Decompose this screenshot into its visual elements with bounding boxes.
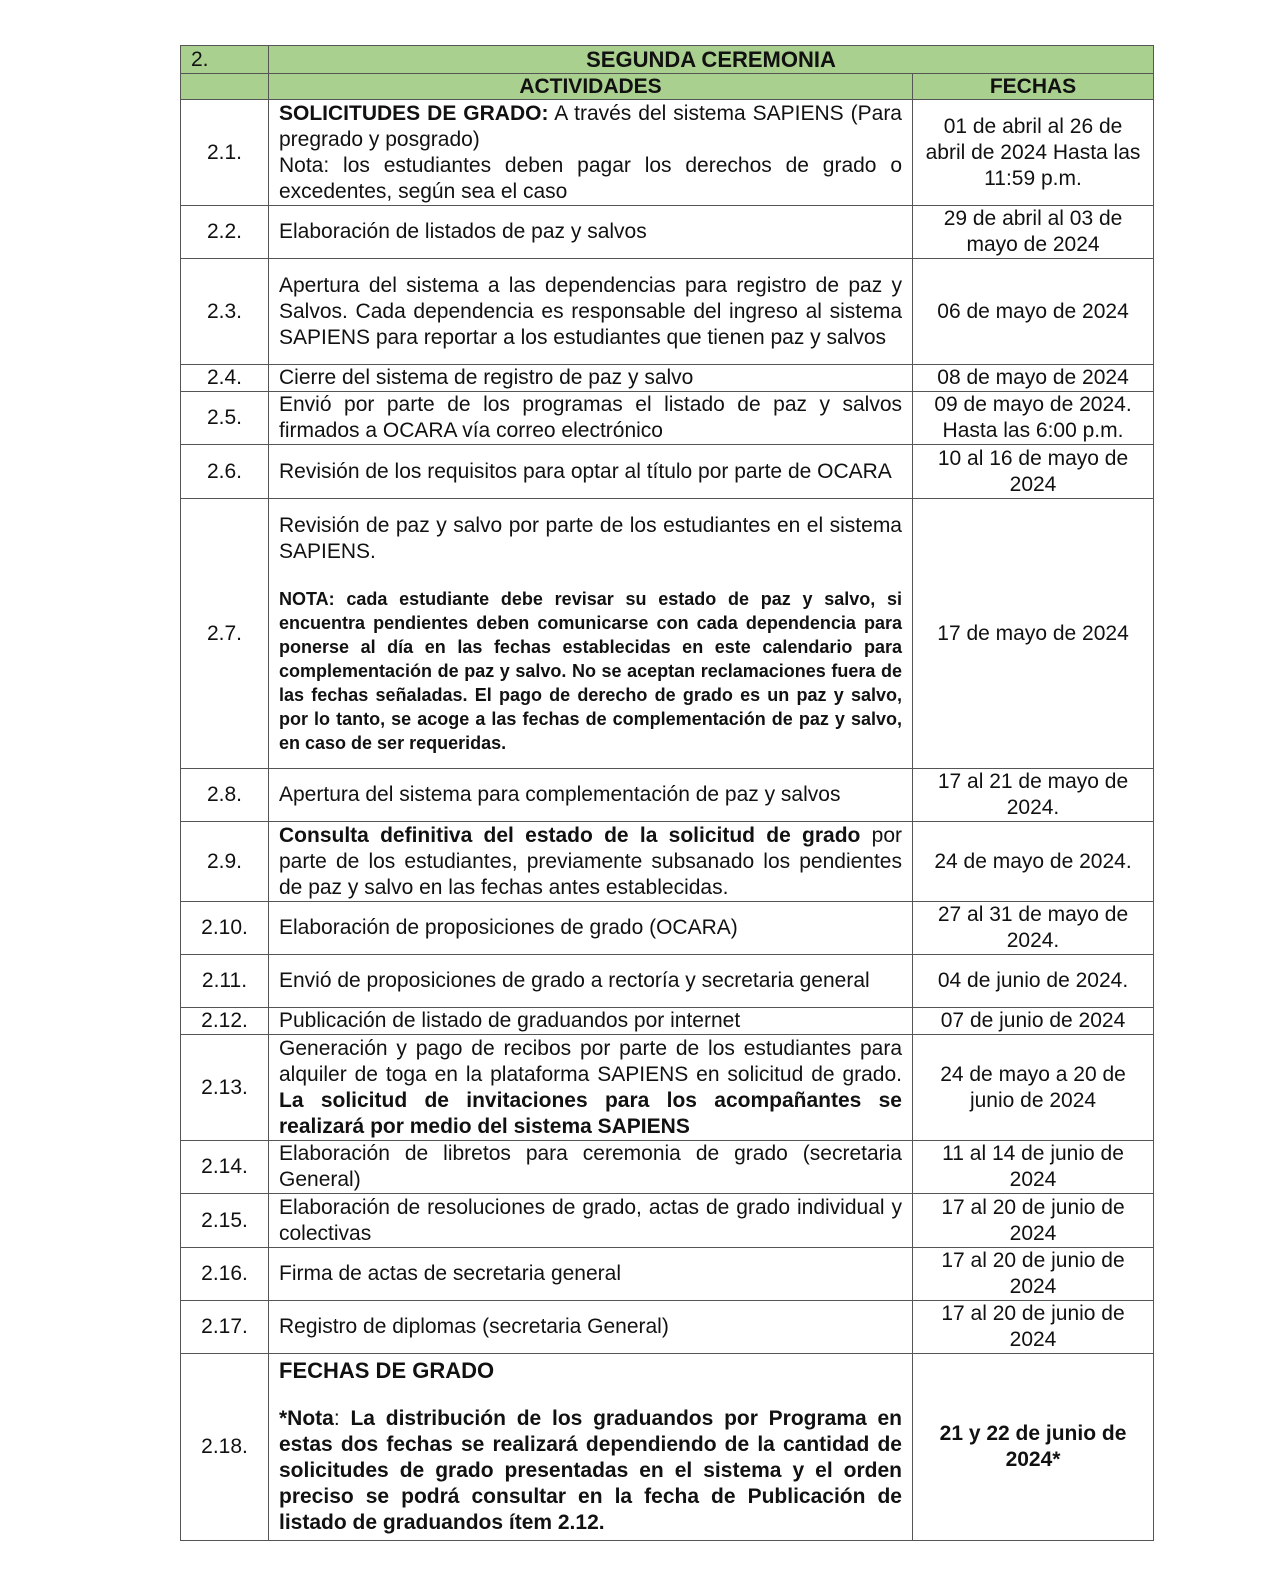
row-date: 06 de mayo de 2024 xyxy=(913,259,1154,365)
column-header-row xyxy=(181,74,1154,100)
row-date: 08 de mayo de 2024 xyxy=(913,365,1154,392)
row-number: 2.12. xyxy=(181,1008,269,1035)
row-number: 2.8. xyxy=(181,769,269,822)
row-number: 2.3. xyxy=(181,259,269,365)
row-date: 10 al 16 de mayo de 2024 xyxy=(913,445,1154,499)
section-number: 2. xyxy=(181,46,269,74)
row-date: 17 al 20 de junio de 2024 xyxy=(913,1301,1154,1354)
row-date: 17 al 20 de junio de 2024 xyxy=(913,1248,1154,1301)
row-activity: Publicación de listado de graduandos por internet xyxy=(269,1008,913,1035)
row-activity: Apertura del sistema a las dependencias para registro de paz y Salvos. Cada dependencia es responsable del ingreso al sistema SAPIENS para reportar a los estudiantes que tienen paz y salvos xyxy=(269,259,913,365)
row-number: 2.17. xyxy=(181,1301,269,1354)
row-activity: Revisión de los requisitos para optar al título por parte de OCARA xyxy=(269,445,913,499)
table-row xyxy=(181,445,1154,499)
ceremony-schedule-table xyxy=(180,45,1154,1541)
table-row xyxy=(181,365,1154,392)
activity-bold-lead: Consulta definitiva del estado de la solicitud de grado xyxy=(279,823,861,847)
row-activity: FECHAS DE GRADO *Nota: La distribución de los graduandos por Programa en estas dos fechas se realizará dependiendo de la cantidad de solicitudes de grado presentadas en el sistema y el orden preciso se podrá consultar en la fecha de Publicación de listado de graduandos ítem 2.12. xyxy=(269,1354,913,1541)
activity-text: Generación y pago de recibos por parte de los estudiantes para alquiler de toga en la plataforma SAPIENS en solicitud de grado. xyxy=(279,1036,902,1086)
row-date: 01 de abril al 26 de abril de 2024 Hasta las 11:59 p.m. xyxy=(913,100,1154,206)
row-number: 2.4. xyxy=(181,365,269,392)
row-activity xyxy=(269,822,913,902)
row-number: 2.5. xyxy=(181,392,269,445)
row-activity: Registro de diplomas (secretaria General) xyxy=(269,1301,913,1354)
row-date: 07 de junio de 2024 xyxy=(913,1008,1154,1035)
row-date: 09 de mayo de 2024. Hasta las 6:00 p.m. xyxy=(913,392,1154,445)
row-activity: Envió de proposiciones de grado a rectoría y secretaria general xyxy=(269,955,913,1008)
table-row xyxy=(181,822,1154,902)
activity-text: Revisión de paz y salvo por parte de los estudiantes en el sistema SAPIENS. xyxy=(279,513,902,563)
row-activity: Elaboración de listados de paz y salvos xyxy=(269,206,913,259)
table-row xyxy=(181,1008,1154,1035)
row-activity: Cierre del sistema de registro de paz y salvo xyxy=(269,365,913,392)
table-row xyxy=(181,1035,1154,1141)
row-date: 04 de junio de 2024. xyxy=(913,955,1154,1008)
row-activity: Elaboración de libretos para ceremonia de grado (secretaria General) xyxy=(269,1141,913,1194)
row-activity xyxy=(269,499,913,769)
table-row xyxy=(181,206,1154,259)
note-label: *Nota xyxy=(279,1407,334,1430)
row-number: 2.2. xyxy=(181,206,269,259)
row-date: 27 al 31 de mayo de 2024. xyxy=(913,902,1154,955)
table-row xyxy=(181,1194,1154,1248)
row-date: 24 de mayo de 2024. xyxy=(913,822,1154,902)
table-row xyxy=(181,769,1154,822)
row-number: 2.14. xyxy=(181,1141,269,1194)
table-row xyxy=(181,902,1154,955)
table-row xyxy=(181,392,1154,445)
table-row xyxy=(181,1301,1154,1354)
table-row xyxy=(181,955,1154,1008)
row-number: 2.16. xyxy=(181,1248,269,1301)
graduation-dates-heading: FECHAS DE GRADO xyxy=(279,1358,495,1383)
table-title-row xyxy=(181,46,1154,74)
row-activity: Apertura del sistema para complementación de paz y salvos xyxy=(269,769,913,822)
header-dates: FECHAS xyxy=(913,74,1154,100)
row-number: 2.11. xyxy=(181,955,269,1008)
header-empty-cell xyxy=(181,74,269,100)
table-row xyxy=(181,499,1154,769)
row-activity xyxy=(269,100,913,206)
row-number: 2.1. xyxy=(181,100,269,206)
row-activity: Elaboración de resoluciones de grado, actas de grado individual y colectivas xyxy=(269,1194,913,1248)
row-date: 17 al 21 de mayo de 2024. xyxy=(913,769,1154,822)
row-activity: Envió por parte de los programas el listado de paz y salvos firmados a OCARA vía correo electrónico xyxy=(269,392,913,445)
row-number: 2.9. xyxy=(181,822,269,902)
table-row xyxy=(181,259,1154,365)
row-date: 24 de mayo a 20 de junio de 2024 xyxy=(913,1035,1154,1141)
row-date: 17 de mayo de 2024 xyxy=(913,499,1154,769)
activity-text: por parte de los estudiantes, previamente subsanado los pendientes de paz y salvo en las fechas antes establecidas. xyxy=(279,823,902,899)
row-number: 2.7. xyxy=(181,499,269,769)
row-number: 2.10. xyxy=(181,902,269,955)
row-number: 2.18. xyxy=(181,1354,269,1541)
activity-bold-lead: SOLICITUDES DE GRADO: xyxy=(279,101,549,125)
activity-note: Nota: los estudiantes deben pagar los derechos de grado o excedentes, según sea el caso xyxy=(279,153,902,203)
row-date: 11 al 14 de junio de 2024 xyxy=(913,1141,1154,1194)
activity-note: NOTA: cada estudiante debe revisar su estado de paz y salvo, si encuentra pendientes deben comunicarse con cada dependencia para ponerse al día en las fechas establecidas en este calendario para complementación de paz y salvo. No se aceptan reclamaciones fuera de las fechas señaladas. El pago de derecho de grado es un paz y salvo, por lo tanto, se acoge a las fechas de complementación de paz y salvo, en caso de ser requeridas. xyxy=(279,588,902,753)
row-date: 29 de abril al 03 de mayo de 2024 xyxy=(913,206,1154,259)
table-row xyxy=(181,1354,1154,1541)
table-row xyxy=(181,1141,1154,1194)
activity-text: A través del sistema SAPIENS (Para pregrado y posgrado) xyxy=(279,101,902,151)
activity-bold-tail: La solicitud de invitaciones para los acompañantes se realizará por medio del sistema SAPIENS xyxy=(279,1088,902,1138)
row-number: 2.15. xyxy=(181,1194,269,1248)
row-activity: Firma de actas de secretaria general xyxy=(269,1248,913,1301)
table-row xyxy=(181,100,1154,206)
table-row xyxy=(181,1248,1154,1301)
header-activities: ACTIVIDADES xyxy=(269,74,913,100)
row-number: 2.13. xyxy=(181,1035,269,1141)
row-activity xyxy=(269,1035,913,1141)
row-number: 2.6. xyxy=(181,445,269,499)
section-title: SEGUNDA CEREMONIA xyxy=(269,46,1154,74)
row-activity: Elaboración de proposiciones de grado (OCARA) xyxy=(269,902,913,955)
row-date: 21 y 22 de junio de 2024* xyxy=(913,1354,1154,1541)
row-date: 17 al 20 de junio de 2024 xyxy=(913,1194,1154,1248)
activity-note: La distribución de los graduandos por Programa en estas dos fechas se realizará dependiendo de la cantidad de solicitudes de grado presentadas en el sistema y el orden preciso se podrá consultar en la fecha de Publicación de listado de graduandos ítem 2.12. xyxy=(279,1407,902,1534)
